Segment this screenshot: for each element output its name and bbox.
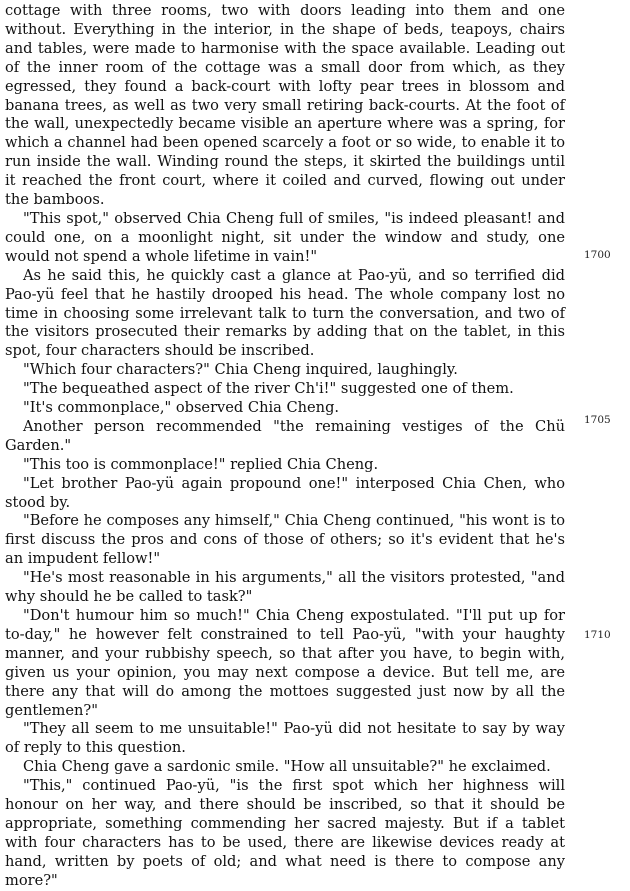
paragraph: cottage with three rooms, two with doors leading into them and one without. Everything in the interior, in the shape of beds, teapoys, chairs and tables, were made to harmonise with the space available. Leading out of the inner room of the cottage was a small door from which, as they egressed, they found a back-court with lofty pear trees in blossom and banana trees, as well as two very small retiring back-courts. At the foot of the wall, unexpectedly became visible an aperture where was a spring, for which a channel had been opened scarcely a foot or so wide, to enable it to run inside the wall. Winding round the steps, it skirted the buildings until it reached the front court, where it coiled and curved, flowing out under the bamboos. (5, 2, 565, 209)
paragraph: "He's most reasonable in his arguments," all the visitors protested, "and why should he be called to task?" (5, 569, 565, 606)
paragraph: "This spot," observed Chia Cheng full of smiles, "is indeed pleasant! and could one, on a moonlight night, sit under the window and study, one would not spend a whole lifetime in vain!" (5, 209, 565, 265)
paragraph: "Before he composes any himself," Chia Cheng continued, "his wont is to first discuss the pros and cons of those of others; so it's evident that he's an impudent fellow!" (5, 512, 565, 568)
line-number: 1705 (584, 414, 611, 426)
paragraph: "The bequeathed aspect of the river Ch'i!" suggested one of them. (23, 380, 514, 398)
paragraph: "It's commonplace," observed Chia Cheng. (23, 399, 340, 417)
line-number: 1700 (584, 249, 611, 261)
paragraph: "Let brother Pao-yü again propound one!" interposed Chia Chen, who stood by. (5, 474, 565, 511)
paragraph: "They all seem to me unsuitable!" Pao-yü did not hesitate to say by way of reply to this question. (5, 720, 565, 757)
document-text (5, 2, 565, 891)
paragraph: Chia Cheng gave a sardonic smile. "How all unsuitable?" he exclaimed. (23, 758, 551, 776)
paragraph: "Which four characters?" Chia Cheng inquired, laughingly. (23, 361, 458, 379)
paragraph: As he said this, he quickly cast a glance at Pao-yü, and so terrified did Pao-yü feel that he hastily drooped his head. The whole company lost no time in choosing some irrelevant talk to turn the conversation, and two of the visitors prosecuted their remarks by adding that on the tablet, in this spot, four characters should be inscribed. (5, 266, 565, 360)
paragraph: "This too is commonplace!" replied Chia Cheng. (23, 455, 379, 473)
paragraph: Another person recommended "the remaining vestiges of the Chü Garden." (5, 417, 565, 454)
paragraph: "Don't humour him so much!" Chia Cheng expostulated. "I'll put up for to-day," he however felt constrained to tell Pao-yü, "with your haughty manner, and your rubbishy speech, so that after you have, to begin with, given us your opinion, you may next compose a device. But tell me, are there any that will do among the mottoes suggested just now by all the gentlemen?" (5, 607, 565, 719)
line-number: 1710 (584, 629, 611, 641)
paragraph: "This," continued Pao-yü, "is the first spot which her highness will honour on her way, and there should be inscribed, so that it should be appropriate, something commending her sacred majesty. But if a tablet with four characters has to be used, there are likewise devices ready at hand, written by poets of old; and what need is there to compose any more?" (5, 777, 565, 889)
